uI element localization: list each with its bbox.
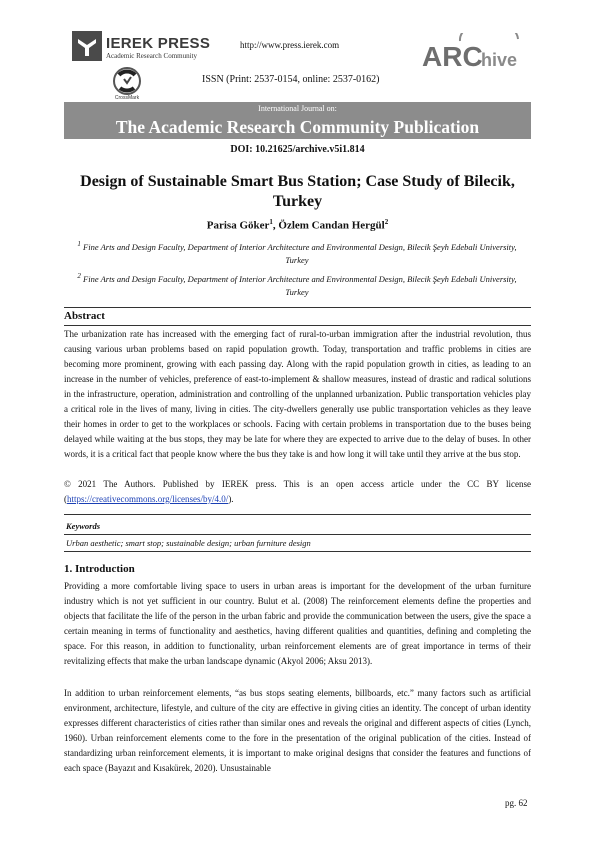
introduction-heading: 1. Introduction: [64, 563, 135, 575]
divider: [64, 551, 531, 552]
author-superscript: 1: [269, 218, 273, 226]
archive-logo-icon: [420, 33, 530, 73]
crossmark-badge[interactable]: [107, 66, 147, 104]
publisher-logo: [72, 31, 211, 65]
banner-title: The Academic Research Community Publication: [115, 117, 480, 137]
author-line: [0, 218, 595, 232]
crossmark-icon: [107, 66, 147, 96]
publisher-mark-icon: [72, 31, 102, 61]
affiliation-superscript: 2: [77, 272, 81, 280]
page-number: pg. 62: [505, 798, 528, 808]
divider: [64, 534, 531, 535]
publisher-name: IEREK PRESS: [106, 35, 211, 52]
author-separator: ,: [272, 219, 279, 232]
license-link[interactable]: https://creativecommons.org/licenses/by/4.0/: [67, 494, 229, 504]
introduction-paragraph: Providing a more comfortable living space to users in urban areas is important for the development of the urban furniture industry which is not yet sufficient in our country. Bulut et al. (2008) The reinforcement elements define the properties and objects that facilitate the life of the person in the urban fabric and provide the communication between the users, give the space a certain meaning in terms of functionality and aesthetics, having different qualities and quantities, defining and completing the space. For this reason, in addition to functionality, urban reinforcement elements are of great importance in terms of their revitalizing effects that make the urban landscape dynamic (Akyol 2006; Aksu 2013).: [64, 581, 531, 666]
keywords-heading: Keywords: [66, 521, 100, 531]
license-statement: [64, 477, 531, 507]
publisher-tagline: Academic Research Community: [106, 52, 197, 60]
introduction-paragraph: In addition to urban reinforcement elements, “as bus stops seating elements, billboards, etc.” many factors such as artificial environment, architecture, lifestyle, and culture of the city are effective in giving cities an identity. The concept of urban identity expresses different characteristics of cities rather than similar ones and reveals the original and different aspects of cities (Lynch, 1960). Urban reinforcement elements come to the fore in the presentation of the original publication of the cities. Instead of standardizing urban reinforcement elements, it is important to make original designs that consider the features and functions of each space (Bayazıt and Kısakürek, 2020). Unsustainable: [64, 688, 531, 773]
abstract-text: The urbanization rate has increased with the emerging fact of rural-to-urban immigration after the industrial revolution, thus causing various urban problems based on rapid population growth. Today, transportation and traffic problems in cities are becoming more prominent, growing with each passing day. Along with the rapid population growth in cities, as leading to an increase in the number of vehicles, preference of east-to-implement & shallow measures, instead of drastic and radical solutions in the infrastructure, operation, administration and controlling of the unplanned urbanization. Public transportation vehicles play a critical role in the lives of many, living in cities. The city-dwellers generally use public transportation vehicles as they leave their homes in order to get to the workplaces or schools. Facing with certain problems in transportation due to the buses being delayed while waiting at the bus stops, they may be late for where they are expected to arrive due to the delay of buses. In other words, it is a critical fact that people know where the bus they take is and how long it will take until they arrive at the bus stop.: [64, 329, 531, 459]
divider: [64, 514, 531, 515]
keywords-text: Urban aesthetic; smart stop; sustainable design; urban furniture design: [66, 538, 311, 548]
license-text: © 2021 The Authors. Published by IEREK press. This is an open access article under the CC BY license (: [64, 479, 531, 504]
journal-logo: [420, 33, 530, 73]
affiliation-superscript: 1: [77, 240, 81, 248]
affiliation-text: Fine Arts and Design Faculty, Department of Interior Architecture and Environmental Design, Bilecik Şeyh Edebali University, Turkey: [80, 273, 517, 297]
article-title: Design of Sustainable Smart Bus Station; Case Study of Bilecik, Turkey: [80, 173, 515, 210]
abstract-heading: Abstract: [64, 310, 105, 322]
journal-banner: [64, 102, 531, 139]
publisher-url[interactable]: http://www.press.ierek.com: [240, 40, 340, 50]
author-name: Özlem Candan Hergül: [278, 219, 385, 232]
divider: [64, 307, 531, 308]
issn: ISSN (Print: 2537-0154, online: 2537-0162): [202, 74, 380, 85]
affiliation: [72, 238, 522, 267]
crossmark-label: CrossMark: [114, 95, 140, 101]
affiliation: [72, 270, 522, 299]
divider: [64, 325, 531, 326]
logo-text-main: ARC: [422, 41, 483, 72]
affiliation-text: Fine Arts and Design Faculty, Department of Interior Architecture and Environmental Design, Bilecik Şeyh Edebali University, Turkey: [80, 241, 517, 265]
doi[interactable]: DOI: 10.21625/archive.v5i1.814: [230, 144, 365, 155]
author-name: Parisa Göker: [206, 219, 270, 232]
logo-text-accent: hive: [481, 50, 518, 70]
author-superscript: 2: [384, 218, 389, 226]
banner-subtitle: International Journal on:: [258, 104, 337, 113]
license-close: ).: [228, 494, 234, 504]
